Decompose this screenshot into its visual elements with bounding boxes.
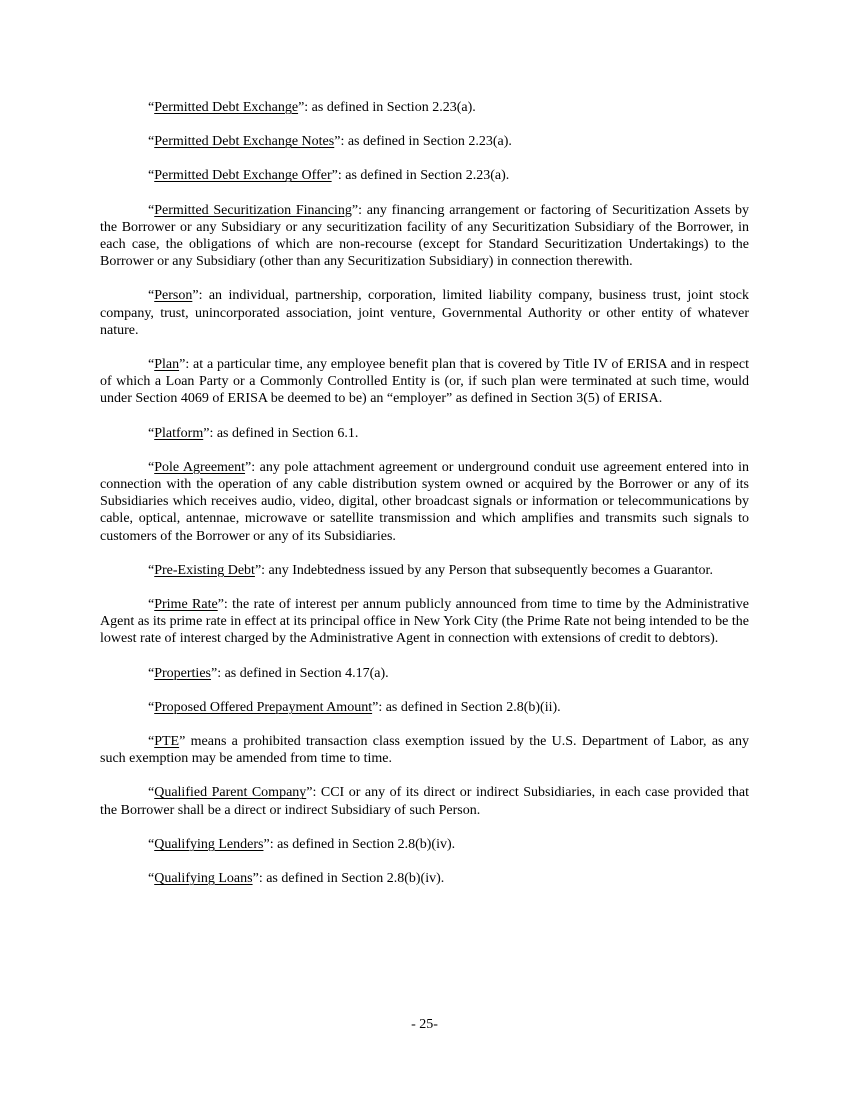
- definition-text: : an individual, partnership, corporation, limited liability company, business trust, joint stock company, trust, unincorporated association, joint venture, Governmental Authority or other entity of whatever nature.: [100, 288, 749, 338]
- definition-qualified-parent-company: “Qualified Parent Company”: CCI or any of its direct or indirect Subsidiaries, in each case provided that the Borrower shall be a direct or indirect Subsidiary of such Person.: [100, 785, 749, 818]
- definition-term: Permitted Debt Exchange Notes: [154, 134, 335, 150]
- definition-text: : as defined in Section 4.17(a).: [217, 665, 389, 681]
- definition-proposed-offered-prepayment-amount: “Proposed Offered Prepayment Amount”: as defined in Section 2.8(b)(ii).: [148, 699, 561, 715]
- definition-permitted-debt-exchange: “Permitted Debt Exchange”: as defined in Section 2.23(a).: [148, 100, 476, 115]
- definition-permitted-securitization-financing: “Permitted Securitization Financing”: any financing arrangement or factoring of Securitization Assets by the Borrower or any Subsidiary or any securitization facility of any Securitization Subsidiary of the Borrower, in each case, the obligations of which are non-recourse (except for Standard Securitization Undertakings) to the Borrower or any Subsidiary (other than any Securitization Subsidiary) in connection therewith.: [100, 202, 750, 270]
- definition-term: Permitted Securitization Financing: [154, 202, 352, 218]
- definition-text: : the rate of interest per annum publicly announced from time to time by the Administrative Agent as its prime rate in effect at its principal office in New York City (the Prime Rate not being intended to be the lowest rate of interest charged by the Administrative Agent in connection with extensions of credit to debtors).: [100, 597, 749, 647]
- definition-text: : as defined in Section 2.23(a).: [304, 100, 476, 115]
- definition-text: : at a particular time, any employee benefit plan that is covered by Title IV of ERISA and in respect of which a Loan Party or a Commonly Controlled Entity is (or, if such plan were terminated at such time, would under Section 4069 of ERISA be deemed to be) an “employer” as defined in Section 3(5) of ERISA.: [100, 357, 749, 407]
- definition-pte: “PTE” means a prohibited transaction class exemption issued by the U.S. Department of Labor, as any such exemption may be amended from time to time.: [100, 734, 749, 767]
- definition-qualifying-lenders: “Qualifying Lenders”: as defined in Section 2.8(b)(iv).: [148, 836, 456, 852]
- definition-person: “Person”: an individual, partnership, corporation, limited liability company, business trust, joint stock company, trust, unincorporated association, joint venture, Governmental Authority or other entity of whatever nature.: [100, 288, 749, 338]
- definition-qualifying-loans: “Qualifying Loans”: as defined in Section 2.8(b)(iv).: [148, 871, 445, 887]
- definition-term: Permitted Debt Exchange: [154, 100, 299, 115]
- definition-text: : any financing arrangement or factoring of Securitization Assets by the Borrower or any Subsidiary or any securitization facility of any Securitization Subsidiary of the Borrower, in each case, the obligations of which are non-recourse (except for Standard Securitization Undertakings) to the Borrower or any Subsidiary (other than any Securitization Subsidiary) in connection therewith.: [100, 202, 750, 270]
- definition-pre-existing-debt: “Pre-Existing Debt”: any Indebtedness issued by any Person that subsequently becomes a Guarantor.: [148, 562, 713, 578]
- definition-text: : as defined in Section 2.23(a).: [340, 134, 512, 150]
- definition-term: Plan: [154, 357, 180, 373]
- definition-term: Pole Agreement: [154, 459, 246, 475]
- definition-permitted-debt-exchange-offer: “Permitted Debt Exchange Offer”: as defined in Section 2.23(a).: [148, 168, 510, 184]
- definition-text: : as defined in Section 2.8(b)(ii).: [378, 699, 561, 715]
- definition-text: : as defined in Section 2.23(a).: [337, 168, 510, 184]
- definition-term: Permitted Debt Exchange Offer: [154, 168, 332, 184]
- definition-text: : CCI or any of its direct or indirect Subsidiaries, in each case provided that the Borrower shall be a direct or indirect Subsidiary of such Person.: [100, 785, 749, 818]
- definition-properties: “Properties”: as defined in Section 4.17(a).: [148, 665, 389, 681]
- definition-text: : any pole attachment agreement or underground conduit use agreement entered into in connection with the operation of any cable distribution system owned or acquired by the Borrower or any of its Subsidiaries which receives audio, video, digital, other broadcast signals or information or telecommunications by cable, optical, antennae, microwave or satellite transmission and which amplifies and transmits such signals to customers of the Borrower or any of its Subsidiaries.: [100, 459, 750, 544]
- definition-term: Person: [154, 288, 193, 304]
- definition-term: Prime Rate: [154, 597, 218, 613]
- definition-term: Qualified Parent Company: [154, 785, 307, 801]
- definition-term: Properties: [154, 665, 211, 681]
- definition-text: : as defined in Section 2.8(b)(iv).: [258, 871, 445, 887]
- definition-text: : as defined in Section 6.1.: [209, 425, 359, 441]
- definition-term: PTE: [154, 734, 180, 750]
- definition-term: Pre-Existing Debt: [154, 562, 255, 578]
- definition-term: Qualifying Loans: [154, 871, 253, 887]
- definition-term: Platform: [154, 425, 204, 441]
- definitions-list: [100, 99, 749, 904]
- definition-term: Proposed Offered Prepayment Amount: [154, 699, 373, 715]
- definition-pole-agreement: “Pole Agreement”: any pole attachment agreement or underground conduit use agreement entered into in connection with the operation of any cable distribution system owned or acquired by the Borrower or any of its Subsidiaries which receives audio, video, digital, other broadcast signals or information or telecommunications by cable, optical, antennae, microwave or satellite transmission and which amplifies and transmits such signals to customers of the Borrower or any of its Subsidiaries.: [100, 459, 750, 544]
- definition-text: : any Indebtedness issued by any Person that subsequently becomes a Guarantor.: [261, 562, 713, 578]
- definition-term: Qualifying Lenders: [154, 836, 264, 852]
- definition-prime-rate: “Prime Rate”: the rate of interest per annum publicly announced from time to time by the Administrative Agent as its prime rate in effect at its principal office in New York City (the Prime Rate not being intended to be the lowest rate of interest charged by the Administrative Agent in connection with extensions of credit to debtors).: [100, 597, 749, 647]
- definition-permitted-debt-exchange-notes: “Permitted Debt Exchange Notes”: as defined in Section 2.23(a).: [148, 134, 512, 150]
- page-number: - 25-: [411, 1017, 438, 1032]
- definition-text: means a prohibited transaction class exemption issued by the U.S. Department of Labor, as any such exemption may be amended from time to time.: [100, 734, 749, 767]
- definition-platform: “Platform”: as defined in Section 6.1.: [148, 425, 359, 441]
- definition-text: : as defined in Section 2.8(b)(iv).: [269, 836, 456, 852]
- definition-plan: “Plan”: at a particular time, any employee benefit plan that is covered by Title IV of ERISA and in respect of which a Loan Party or a Commonly Controlled Entity is (or, if such plan were terminated at such time, would under Section 4069 of ERISA be deemed to be) an “employer” as defined in Section 3(5) of ERISA.: [100, 357, 749, 407]
